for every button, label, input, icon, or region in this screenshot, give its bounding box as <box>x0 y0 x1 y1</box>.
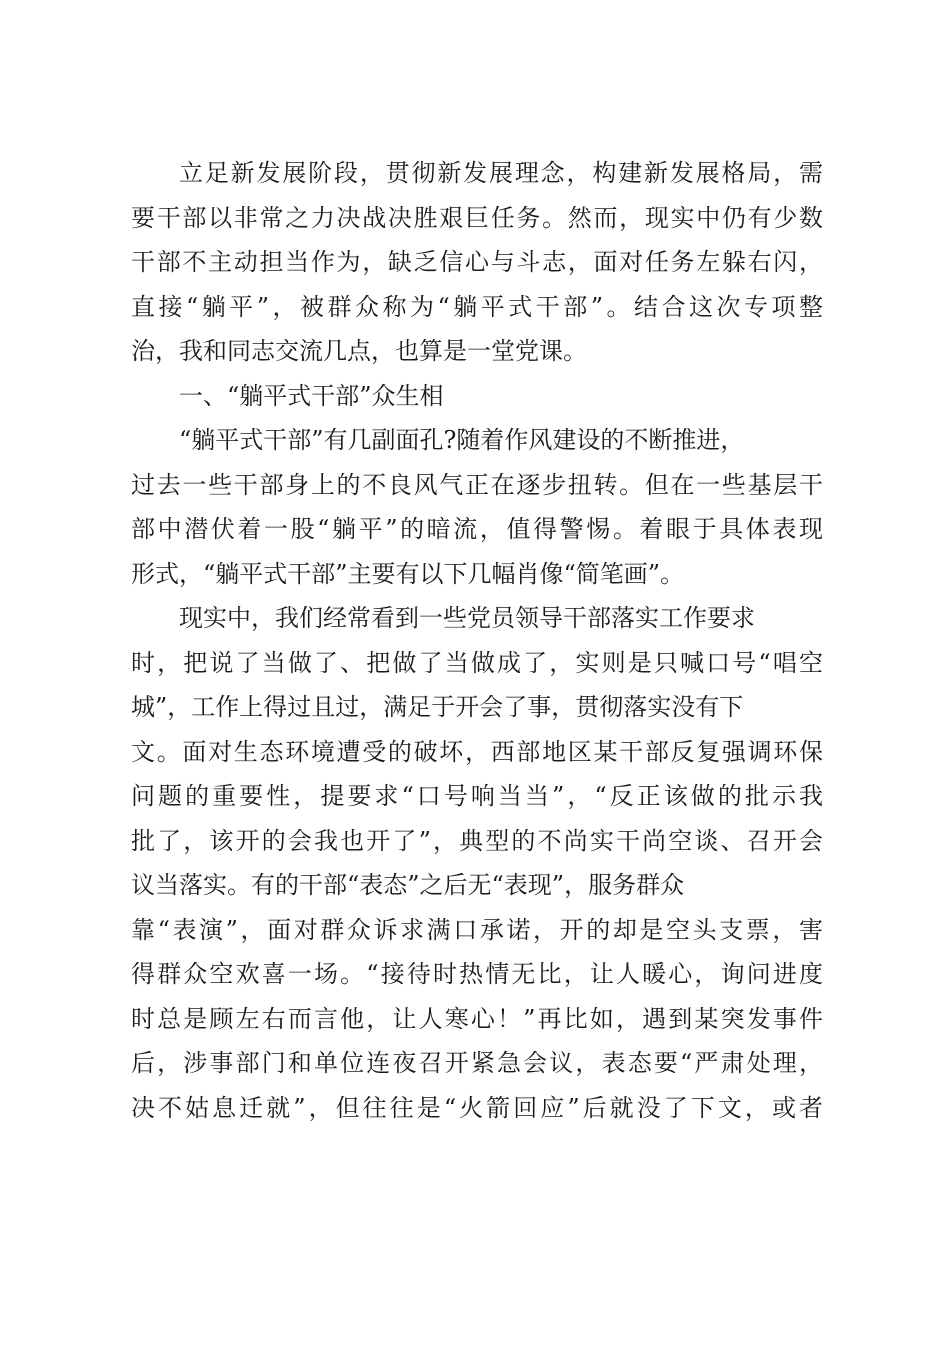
body-text <box>131 151 823 1130</box>
paragraph-3-line-3: 城”，工作上得过且过，满足于开会了事，贯彻落实没有下 <box>131 693 744 721</box>
paragraph-3-line-12: 决不姑息迁就”，但往往是“火箭回应”后就没了下文，或者 <box>131 1093 823 1122</box>
paragraph-3-line-2: 时，把说了当做了、把做了当做成了，实则是只喊口号“唱空 <box>131 648 823 677</box>
paragraph-1-line-4: 直接“躺平”，被群众称为“躺平式干部”。结合这次专项整 <box>131 292 823 321</box>
paragraph-3-line-4: 文。面对生态环境遭受的破坏，西部地区某干部反复强调环保 <box>131 737 823 766</box>
paragraph-2-line-2: 过去一些干部身上的不良风气正在逐步扭转。但在一些基层干 <box>131 470 823 499</box>
paragraph-3-line-9: 得群众空欢喜一场。“接待时热情无比，让人暖心，询问进度 <box>131 960 823 988</box>
paragraph-3-line-8: 靠“表演”，面对群众诉求满口承诺，开的却是空头支票，害 <box>131 915 823 944</box>
paragraph-1-line-1: 立足新发展阶段，贯彻新发展理念，构建新发展格局，需 <box>179 159 823 187</box>
paragraph-2-line-3: 部中潜伏着一股“躺平”的暗流，值得警惕。着眼于具体表现 <box>131 515 823 543</box>
paragraph-1-line-2: 要干部以非常之力决战决胜艰巨任务。然而，现实中仍有少数 <box>131 203 823 232</box>
paragraph-3-line-6: 批了，该开的会我也开了”，典型的不尚实干尚空谈、召开会 <box>131 826 823 855</box>
section-heading: 一、“躺平式干部”众生相 <box>179 381 444 410</box>
paragraph-3-line-11: 后，涉事部门和单位连夜召开紧急会议，表态要“严肃处理， <box>131 1049 823 1077</box>
paragraph-1-line-5: 治，我和同志交流几点，也算是一堂党课。 <box>131 337 587 365</box>
paragraph-2-line-1: “躺平式干部”有几副面孔?随着作风建设的不断推进， <box>179 426 745 454</box>
paragraph-3-line-1: 现实中，我们经常看到一些党员领导干部落实工作要求 <box>179 604 755 632</box>
paragraph-1-line-3: 干部不主动担当作为，缺乏信心与斗志，面对任务左躲右闪， <box>131 248 823 276</box>
paragraph-3-line-10: 时总是顾左右而言他，让人寒心！”再比如，遇到某突发事件 <box>131 1004 823 1033</box>
paragraph-3-line-5: 问题的重要性，提要求“口号响当当”，“反正该做的批示我 <box>131 782 823 810</box>
paragraph-3-line-7: 议当落实。有的干部“表态”之后无“表现”，服务群众 <box>131 871 685 899</box>
paragraph-2-line-4: 形式，“躺平式干部”主要有以下几幅肖像“简笔画”。 <box>131 559 685 588</box>
